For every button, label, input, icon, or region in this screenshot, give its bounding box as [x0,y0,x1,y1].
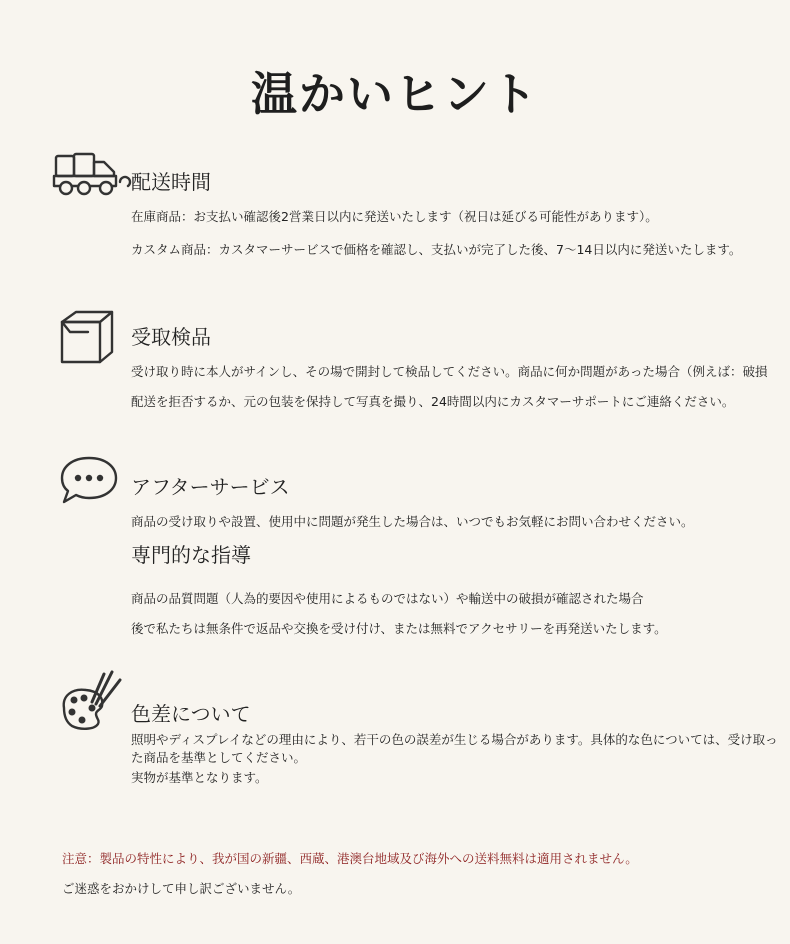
section-subheading-guidance: 専門的な指導 [131,543,251,567]
color-last-line: 実物が基準となります。 [131,770,268,785]
inspection-line-sign: 受け取り時に本人がサインし、その場で開封して検品してください。商品に何か問題があった場合（例えば：破損 [131,364,768,379]
guidance-line-quality: 商品の品質問題（人為的要因や使用によるものではない）や輸送中の破損が確認された場合 [131,591,644,606]
color-paragraph: 照明やディスプレイなどの理由により、若干の色の誤差が生じる場合があります。具体的な色については、受け取った商品を基準としてください。 [131,732,778,765]
apology-text: ご迷惑をおかけして申し訳ございません。 [62,881,301,896]
section-heading-shipping: 配送時間 [131,170,211,194]
guidance-line-return: 後で私たちは無条件で返品や交換を受け付け、または無料でアクセサリーを再発送いたします。 [131,621,667,636]
box-icon [58,308,116,366]
section-heading-color: 色差について [131,702,251,726]
inspection-line-refuse: 配送を拒否するか、元の包装を保持して写真を撮り、24時間以内にカスタマーサポートにご連絡ください。 [131,394,735,409]
shipping-notice: 注意：製品の特性により、我が国の新疆、西蔵、港澳台地域及び海外への送料無料は適用されません。 [62,851,638,866]
truck-icon [52,152,132,196]
section-heading-inspection: 受取検品 [131,325,211,349]
shipping-line-custom: カスタム商品：カスタマーサービスで価格を確認し、支払いが完了した後、7～14日以内に発送いたします。 [131,242,742,257]
chat-bubble-icon [58,454,120,506]
after-sales-line-contact: 商品の受け取りや設置、使用中に問題が発生した場合は、いつでもお気軽にお問い合わせください。 [131,514,694,529]
page-title: 温かいヒント [251,67,539,121]
section-heading-after-sales: アフターサービス [131,475,290,499]
shipping-line-stock: 在庫商品：お支払い確認後2営業日以内に発送いたします（祝日は延びる可能性があります）。 [131,209,658,224]
palette-icon [58,668,128,734]
